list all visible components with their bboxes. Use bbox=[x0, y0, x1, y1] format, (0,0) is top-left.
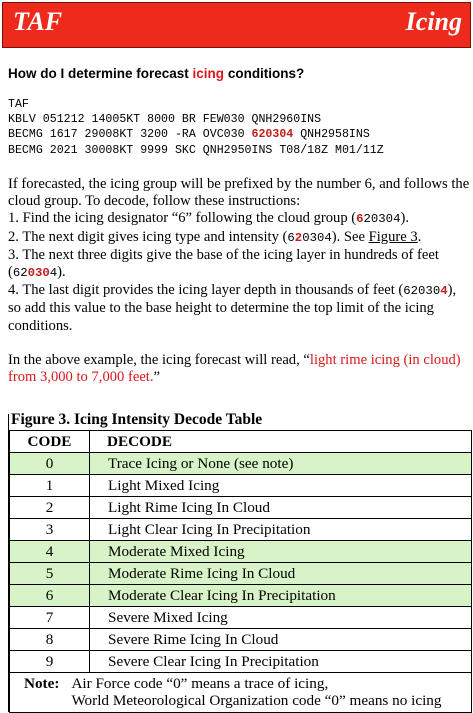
example-text-after: ” bbox=[153, 369, 160, 386]
question-text-after: conditions? bbox=[224, 66, 305, 81]
step-2-code-rest: 0304 bbox=[302, 230, 332, 245]
table-row bbox=[10, 453, 472, 475]
note-label-text: Note bbox=[24, 675, 55, 692]
decode-cell: Moderate Rime Icing In Cloud bbox=[90, 563, 472, 585]
step-2-code bbox=[287, 231, 331, 245]
step-2 bbox=[8, 229, 470, 247]
icing-decode-table bbox=[9, 430, 472, 713]
table-row bbox=[10, 629, 472, 651]
code-cell: 2 bbox=[10, 497, 90, 519]
question-text-before: How do I determine forecast bbox=[8, 66, 193, 81]
decode-cell: Severe Mixed Icing bbox=[90, 607, 472, 629]
note-line-1: Air Force code “0” means a trace of icing, bbox=[71, 675, 329, 692]
code-cell: 7 bbox=[10, 607, 90, 629]
code-cell: 9 bbox=[10, 651, 90, 673]
example-forecast: light rime icing (in cloud) from 3,000 to 7,000 feet. bbox=[8, 352, 461, 386]
column-header-code: CODE bbox=[10, 431, 90, 453]
taf-icing-group: 620304 bbox=[251, 128, 294, 142]
example-text-before: In the above example, the icing forecast will read, “ bbox=[8, 352, 310, 368]
note-row bbox=[10, 673, 472, 713]
step-4 bbox=[8, 282, 470, 335]
question-highlight: icing bbox=[192, 66, 225, 81]
decode-cell: Trace Icing or None (see note) bbox=[90, 453, 472, 475]
header-banner bbox=[2, 2, 471, 48]
table-row bbox=[10, 519, 472, 541]
decode-cell: Severe Rime Icing In Cloud bbox=[90, 629, 472, 651]
step-1 bbox=[8, 210, 470, 228]
step-3-end: ). bbox=[57, 264, 66, 281]
table-row bbox=[10, 651, 472, 673]
column-header-decode: DECODE bbox=[90, 431, 472, 453]
taf-line-4: BECMG 2021 30008KT 9999 SKC QNH2950INS T08/18Z M01/11Z bbox=[8, 143, 384, 157]
step-4-code-bold: 4 bbox=[440, 284, 448, 299]
step-4-end: ), so add this value to the base height to determine the top limit of the icing conditions. bbox=[8, 282, 457, 334]
step-2-code-bold: 2 bbox=[294, 230, 303, 245]
step-1-code bbox=[356, 212, 400, 226]
step-1-text: 1. Find the icing designator “6” following the cloud group ( bbox=[8, 210, 357, 227]
figure-caption: Figure 3. Icing Intensity Decode Table bbox=[11, 411, 263, 428]
taf-title: TAF bbox=[13, 7, 63, 36]
table-header-row bbox=[10, 431, 472, 453]
code-cell: 0 bbox=[10, 453, 90, 475]
code-cell: 8 bbox=[10, 629, 90, 651]
step-3-code bbox=[13, 266, 57, 280]
taf-line-2: KBLV 051212 14005KT 8000 BR FEW030 QNH2960INS bbox=[8, 113, 322, 127]
code-cell: 3 bbox=[10, 519, 90, 541]
step-1-code-bold: 6 bbox=[356, 212, 364, 227]
table-row bbox=[10, 497, 472, 519]
step-3-code-rest: 4 bbox=[49, 266, 58, 281]
example-paragraph bbox=[8, 352, 470, 386]
table-row bbox=[10, 585, 472, 607]
step-4-code-pre: 62030 bbox=[403, 284, 441, 299]
code-cell: 5 bbox=[10, 563, 90, 585]
intro-paragraph bbox=[8, 176, 470, 335]
step-3-code-bold: 030 bbox=[27, 266, 50, 281]
decode-cell: Severe Clear Icing In Precipitation bbox=[90, 651, 472, 673]
intro-text: If forecasted, the icing group will be prefixed by the number 6, and follows the cloud group. To decode, follow these instructions: bbox=[8, 176, 470, 210]
step-3 bbox=[8, 247, 470, 282]
taf-line-3-start: BECMG 1617 29008KT 3200 -RA OVC030 bbox=[8, 128, 252, 142]
icing-title: Icing bbox=[405, 7, 462, 36]
taf-line-1: TAF bbox=[8, 98, 29, 111]
taf-code-block bbox=[8, 97, 384, 158]
table-row bbox=[10, 475, 472, 497]
step-4-text: 4. The last digit provides the icing layer depth in thousands of feet ( bbox=[8, 282, 404, 299]
table-row bbox=[10, 563, 472, 585]
taf-line-3-end: QNH2958INS bbox=[293, 128, 370, 142]
decode-cell: Moderate Mixed Icing bbox=[90, 541, 472, 563]
step-2-code-pre: 6 bbox=[287, 230, 295, 245]
step-2-text: 2. The next digit gives icing type and intensity ( bbox=[8, 228, 288, 245]
table-row bbox=[10, 541, 472, 563]
decode-cell: Light Rime Icing In Cloud bbox=[90, 497, 472, 519]
note-line-2: World Meteorological Organization code “0” means no icing bbox=[71, 692, 442, 709]
decode-cell: Light Mixed Icing bbox=[90, 475, 472, 497]
note-cell bbox=[10, 673, 472, 713]
step-2-after: ). See bbox=[331, 228, 369, 245]
note-label: Note: bbox=[24, 675, 60, 692]
decode-cell: Moderate Clear Icing In Precipitation bbox=[90, 585, 472, 607]
decode-cell: Light Clear Icing In Precipitation bbox=[90, 519, 472, 541]
question-heading bbox=[8, 66, 304, 81]
table-row bbox=[10, 607, 472, 629]
note-text bbox=[71, 675, 441, 709]
step-3-code-pre: 62 bbox=[12, 266, 28, 281]
step-3-text: 3. The next three digits give the base of the icing layer in hundreds of feet ( bbox=[8, 246, 439, 281]
step-1-end: ). bbox=[400, 210, 409, 227]
code-cell: 4 bbox=[10, 541, 90, 563]
code-cell: 1 bbox=[10, 475, 90, 497]
step-4-code bbox=[403, 284, 447, 298]
code-cell: 6 bbox=[10, 585, 90, 607]
figure-3-link[interactable]: Figure 3 bbox=[368, 228, 418, 245]
step-2-end: . bbox=[417, 228, 422, 245]
step-1-code-rest: 20304 bbox=[363, 212, 401, 227]
